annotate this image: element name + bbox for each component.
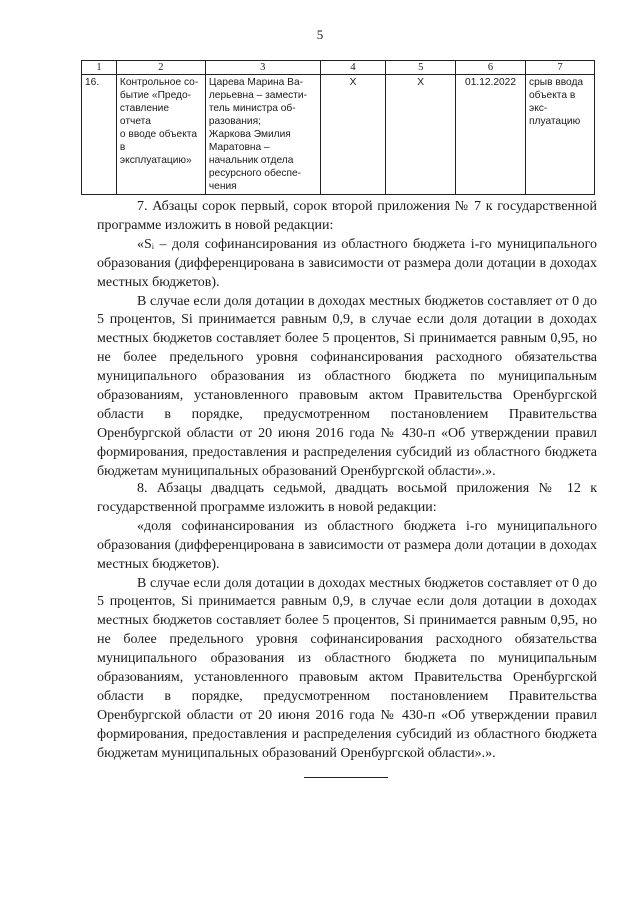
table-header-row [82,61,595,75]
table-header-cell: 2 [116,61,205,75]
page-number: 5 [316,27,324,42]
paragraph-7-quote-1: «Sᵢ – доля софинансирования из областного бюджета i-го муниципального образования (дифференцирована в зависимости от размера доли дотации в доходах местных бюджетов). [97,236,597,290]
table-header-cell: 4 [320,61,386,75]
table-header-cell: 3 [205,61,320,75]
deadline-date: 01.12.2022 [456,75,526,195]
responsible-persons: Царева Марина Ва- лерьевна – замести- тель министра об- разования; Жаркова Эмилия Маратовна – начальник отдела ресурсного обеспе- чения [205,75,320,195]
section-7 [97,198,597,482]
section-8 [97,480,597,764]
paragraph-8-quote-1: «доля софинансирования из областного бюджета i-го муниципального образования (дифференцирована в зависимости от размера доли дотации в доходах местных бюджетов). [97,518,597,572]
risk-description: срыв ввода объекта в экс- плуатацию [526,75,595,195]
table-row [82,75,595,195]
table-header-cell: 1 [82,61,117,75]
paragraph-7-quote-2: В случае если доля дотации в доходах местных бюджетов составляет от 0 до 5 процентов, Si принимается равным 0,9, в случае если доля дотации в доходах местных бюджетов составляет более 5 процентов, Si принимается равным 0,95, но не более предельного уровня софинансирования расходного обязательства муниципального образования из областного бюджета по муниципальным образованиям, установленного правовым актом Правительства Оренбургской области в порядке, предусмотренном постановлением Правительства Оренбургской области от 20 июня 2016 года № 430-п «Об утверждении правил формирования, предоставления и распределения субсидий из областного бюджета бюджетам муниципальных образований Оренбургской области».». [97,293,597,479]
paragraph-7-intro: 7. Абзацы сорок первый, сорок второй приложения № 7 к государственной программе изложить в новой редакции: [97,199,597,233]
table-header-cell: 6 [456,61,526,75]
control-event: Контрольное со- бытие «Предо- ставление отчета о вводе объекта в эксплуатацию» [116,75,205,195]
plan-table [81,60,595,195]
table-header-cell: 7 [526,61,595,75]
paragraph-8-quote-2: В случае если доля дотации в доходах местных бюджетов составляет от 0 до 5 процентов, Si принимается равным 0,9, в случае если доля дотации в доходах местных бюджетов составляет более 5 процентов, Si принимается равным 0,95, но не более предельного уровня софинансирования расходного обязательства муниципального образования из областного бюджета по муниципальным образованиям, установленного правовым актом Правительства Оренбургской области в порядке, предусмотренном постановлением Правительства Оренбургской области от 20 июня 2016 года № 430-п «Об утверждении правил формирования, предоставления и распределения субсидий из областного бюджета бюджетам муниципальных образований Оренбургской области».». [97,575,597,761]
end-divider [304,777,388,778]
paragraph-8-intro: 8. Абзацы двадцать седьмой, двадцать восьмой приложения № 12 к государственной программе изложить в новой редакции: [97,481,597,515]
cell-col4: Х [320,75,386,195]
cell-col5: Х [386,75,456,195]
row-number: 16. [82,75,117,195]
table-header-cell: 5 [386,61,456,75]
